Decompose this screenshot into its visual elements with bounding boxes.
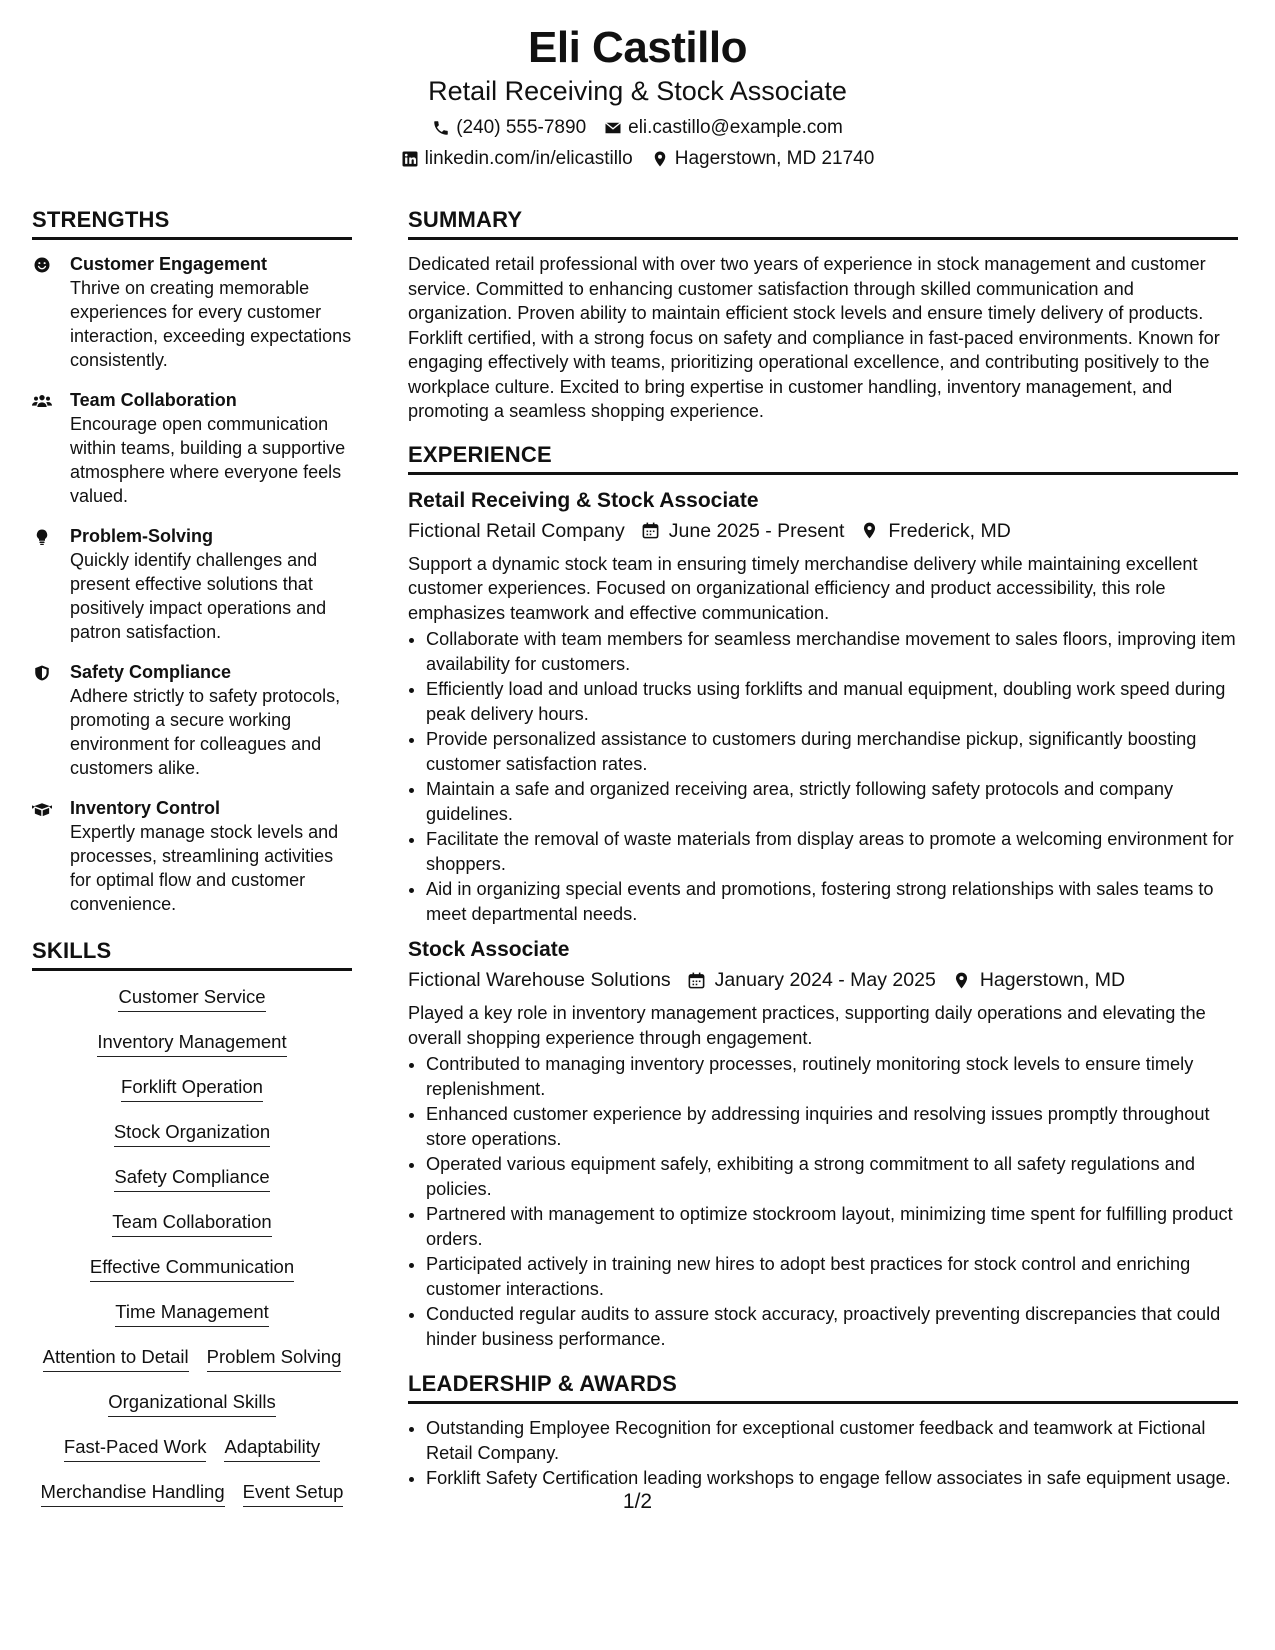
skill-tag: Safety Compliance [114,1165,269,1192]
map-pin-icon [860,521,879,540]
strength-desc: Thrive on creating memorable experiences for every customer interaction, exceeding expectations consistently. [70,278,352,370]
strength-title: Team Collaboration [70,390,237,410]
job-bullet: • Operated various equipment safely, exhibiting a strong commitment to all safety regulations and policies. [426,1152,1238,1201]
skill-tag: Time Management [115,1300,269,1327]
location-text: Hagerstown, MD 21740 [674,148,875,169]
strength-desc: Expertly manage stock levels and processes, streamlining activities for optimal flow and customer convenience. [70,822,339,914]
contact-location [651,147,875,171]
strength-item [32,660,352,780]
skill-tag: Event Setup [243,1480,344,1507]
contact-row-1 [0,116,1275,140]
job-bullet: • Facilitate the removal of waste materials from display areas to promote a welcoming environment for shoppers. [426,827,1238,876]
skill-tag: Organizational Skills [108,1390,276,1417]
left-column [32,205,352,1525]
contact-linkedin [401,147,633,171]
job-bullet: • Provide personalized assistance to customers during merchandise pickup, significantly boosting customer satisfaction rates. [426,727,1238,776]
experience-heading: EXPERIENCE [408,440,1238,475]
job-bullet: • Partnered with management to optimize stockroom layout, minimizing time spent for fulfilling product orders. [426,1202,1238,1251]
job-bullet: • Enhanced customer experience by addressing inquiries and resolving issues promptly throughout store operations. [426,1102,1238,1151]
job-company: Fictional Warehouse Solutions [408,969,671,991]
job-description: Support a dynamic stock team in ensuring timely merchandise delivery while maintaining excellent customer experiences. Focused on organizational efficiency and product accessibility, this role emphasizes teamwork and effective communication. [408,553,1198,623]
users-icon [32,392,52,410]
linkedin-icon [401,150,419,168]
skills-heading: SKILLS [32,936,352,971]
skill-tag: Stock Organization [114,1120,270,1147]
job-description: Played a key role in inventory management practices, supporting daily operations and elevating the overall shopping experience through engagement. [408,1003,1206,1048]
right-column [408,205,1238,1492]
job-title: Stock Associate [408,938,570,961]
award-item: • Forklift Safety Certification leading workshops to engage fellow associates in safe equipment usage. [426,1466,1238,1491]
strength-item [32,252,352,372]
job-entry [408,487,1238,927]
summary-heading: SUMMARY [408,205,1238,240]
strength-title: Customer Engagement [70,254,268,274]
contact-email [604,116,843,140]
email-text: eli.castillo@example.com [628,117,843,138]
smile-icon [32,256,52,274]
job-bullet: • Conducted regular audits to assure stock accuracy, proactively preventing discrepancies that could hinder business performance. [426,1302,1238,1351]
awards-list [408,1416,1238,1491]
phone-icon [432,119,450,137]
job-meta [408,967,1238,993]
awards-heading: LEADERSHIP & AWARDS [408,1369,1238,1404]
linkedin-text: linkedin.com/in/elicastillo [424,148,633,169]
strength-title: Problem-Solving [70,526,214,546]
strength-item [32,388,352,508]
skill-tag: Effective Communication [90,1255,294,1282]
job-title: Retail Receiving & Stock Associate [408,488,759,512]
map-pin-icon [952,971,971,990]
strength-desc: Adhere strictly to safety protocols, promoting a secure working environment for colleagues and customers alike. [70,686,341,778]
skill-tag: Customer Service [118,985,265,1012]
skill-tag: Problem Solving [207,1345,342,1372]
job-location: Hagerstown, MD [979,969,1126,991]
calendar-icon [687,971,706,990]
job-bullet: • Participated actively in training new hires to adopt best practices for stock control and enriching customer interactions. [426,1252,1238,1301]
job-bullet: • Maintain a safe and organized receiving area, strictly following safety protocols and company guidelines. [426,777,1238,826]
job-bullets [408,1052,1238,1351]
strength-desc: Encourage open communication within teams, building a supportive atmosphere where everyone feels valued. [70,414,346,506]
job-dates: January 2024 - May 2025 [714,969,936,991]
job-dates: June 2025 - Present [668,519,845,542]
job-bullet: • Efficiently load and unload trucks using forklifts and manual equipment, doubling work speed during peak delivery hours. [426,677,1238,726]
strength-title: Safety Compliance [70,662,232,682]
skill-tag: Merchandise Handling [41,1480,225,1507]
strength-title: Inventory Control [70,798,221,818]
job-location: Frederick, MD [888,519,1011,542]
page-number: 1/2 [622,1490,653,1513]
job-bullet: • Aid in organizing special events and promotions, fostering strong relationships with sales teams to meet departmental needs. [426,877,1238,926]
skill-tag: Team Collaboration [112,1210,271,1237]
skill-tag: Adaptability [224,1435,320,1462]
job-meta [408,518,1238,544]
box-icon [32,800,52,818]
envelope-icon [604,119,622,137]
skill-tag: Forklift Operation [121,1075,263,1102]
phone-text: (240) 555-7890 [456,117,587,138]
skill-tag: Inventory Management [97,1030,286,1057]
candidate-title: Retail Receiving & Stock Associate [428,76,847,106]
strengths-heading: STRENGTHS [32,205,352,240]
strength-item [32,796,352,916]
award-item: • Outstanding Employee Recognition for exceptional customer feedback and teamwork at Fictional Retail Company. [426,1416,1238,1465]
calendar-icon [641,521,660,540]
job-entry [408,936,1238,1351]
skills-list [32,985,352,1525]
strength-desc: Quickly identify challenges and present effective solutions that positively impact operations and patron satisfaction. [70,550,327,642]
job-bullet: • Collaborate with team members for seamless merchandise movement to sales floors, improving item availability for customers. [426,627,1238,676]
skill-tag: Attention to Detail [43,1345,189,1372]
lightbulb-icon [32,528,52,546]
job-bullet: • Contributed to managing inventory processes, routinely monitoring stock levels to ensure timely replenishment. [426,1052,1238,1101]
skill-tag: Fast-Paced Work [64,1435,207,1462]
candidate-name: Eli Castillo [528,23,747,72]
shield-icon [32,664,52,682]
job-bullets [408,627,1238,926]
contact-row-2 [0,147,1275,171]
strength-item [32,524,352,644]
contact-phone [432,116,586,140]
job-company: Fictional Retail Company [408,519,625,542]
summary-text: Dedicated retail professional with over two years of experience in stock management and customer service. Committed to enhancing customer satisfaction through skilled communication and organization. Proven ability to maintain efficient stock levels and ensure timely delivery of products. Forklift certified, with a strong focus on safety and compliance in fast-paced environments. Known for engaging effectively with teams, prioritizing operational excellence, and contributing positively to the workplace culture. Excited to bring expertise in customer handling, inventory management, and promoting a seamless shopping experience. [408,254,1220,421]
resume-header [0,22,1275,171]
map-pin-icon [651,150,669,168]
